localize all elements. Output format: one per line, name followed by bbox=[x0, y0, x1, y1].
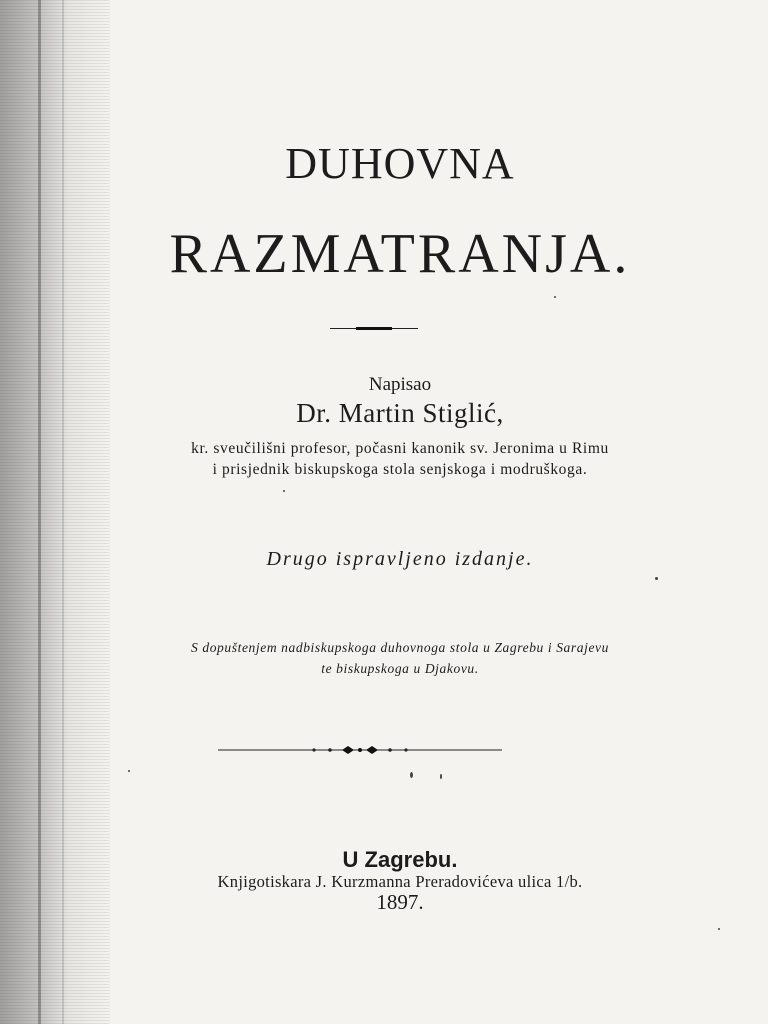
edition-note: Drugo ispravljeno izdanje. bbox=[266, 548, 534, 570]
permission-line-1: S dopuštenjem nadbiskupskoga duhovnoga stola u Zagrebu i Sarajevu bbox=[191, 640, 609, 655]
ornamental-divider bbox=[218, 744, 502, 756]
imprint-city: U Zagrebu. bbox=[342, 847, 458, 872]
imprint-year: 1897. bbox=[376, 890, 424, 914]
title-line-2: RAZMATRANJA. bbox=[169, 223, 631, 285]
scan-speck bbox=[128, 770, 130, 772]
scan-speck bbox=[410, 772, 413, 778]
title-divider bbox=[330, 328, 418, 330]
scan-speck bbox=[440, 774, 442, 779]
scan-speck bbox=[554, 296, 556, 298]
permission-line-2: te biskupskoga u Djakovu. bbox=[321, 661, 479, 676]
scan-speck bbox=[283, 490, 285, 492]
author-name: Dr. Martin Stiglić, bbox=[296, 398, 504, 428]
author-affiliation-line-1: kr. sveučilišni profesor, počasni kanonik sv. Jeronima u Rimu bbox=[191, 440, 609, 457]
scan-speck bbox=[655, 577, 658, 580]
written-by-label: Napisao bbox=[368, 374, 432, 395]
scan-speck bbox=[718, 928, 720, 930]
author-affiliation-line-2: i prisjednik biskupskoga stola senjskoga i modruškoga. bbox=[212, 461, 588, 478]
title-line-1: DUHOVNA bbox=[285, 139, 515, 188]
imprint-printer: Knjigotiskara J. Kurzmanna Preradovićeva ulica 1/b. bbox=[217, 872, 583, 891]
